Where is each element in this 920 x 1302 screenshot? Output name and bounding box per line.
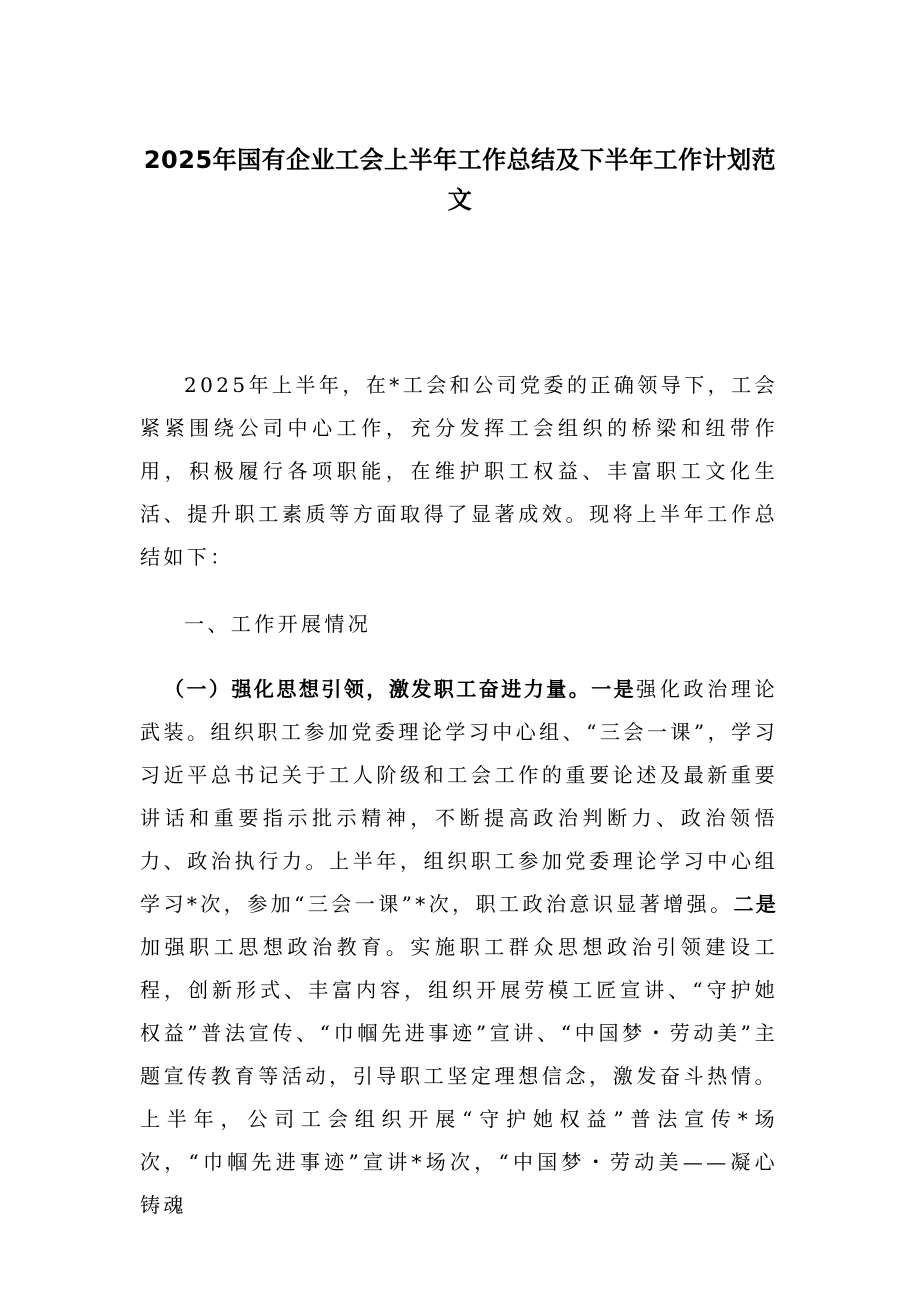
point-1-text: 强化政治理论武装。组织职工参加党委理论学习中心组、“三会一课”，学习习近平总书记关于工人阶级和工会工作的重要论述及最新重要讲话和重要指示批示精神，不断提高政治判断力、政治领悟力、政治执行力。上半年，组织职工参加党委理论学习中心组学习*次，参加“三会一课”*次，职工政治意识显著增强。 — [140, 677, 778, 916]
point-1-label: 一是 — [591, 677, 637, 701]
intro-paragraph: 2025年上半年，在*工会和公司党委的正确领导下，工会紧紧围绕公司中心工作，充分发挥工会组织的桥梁和纽带作用，积极履行各项职能，在维护职工权益、丰富职工文化生活、提升职工素质等方面取得了显著成效。现将上半年工作总结如下： — [140, 373, 778, 569]
section-heading: 一、工作开展情况 — [184, 612, 372, 636]
title-line-1: 2025年国有企业工会上半年工作总结及下半年工作计划范 — [143, 146, 777, 174]
subsection-paragraph — [140, 668, 778, 1227]
subsection-title: （一）强化思想引领，激发职工奋进力量。 — [164, 677, 592, 701]
title-line-2: 文 — [447, 186, 473, 214]
point-2-text: 加强职工思想政治教育。实施职工群众思想政治引领建设工程，创新形式、丰富内容，组织开展劳模工匠宣讲、“守护她权益”普法宣传、“巾帼先进事迹”宣讲、“中国梦・劳动美”主题宣传教育等活动，引导职工坚定理想信念，激发奋斗热情。上半年，公司工会组织开展“守护她权益”普法宣传*场次，“巾帼先进事迹”宣讲*场次，“中国梦・劳动美——凝心铸魂 — [140, 935, 778, 1217]
document-body — [140, 364, 778, 1227]
document-title — [130, 140, 790, 220]
point-2-label: 二是 — [733, 892, 778, 916]
